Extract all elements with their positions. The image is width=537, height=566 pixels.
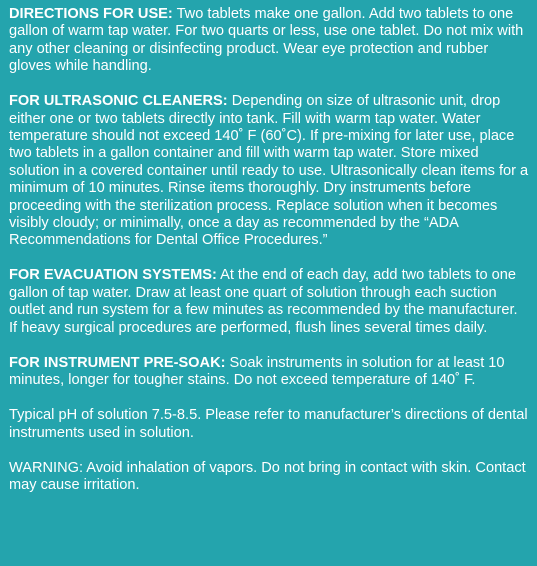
warning-note: WARNING: Avoid inhalation of vapors. Do not bring in contact with skin. Contact may cause irritation. [9, 459, 526, 493]
instrument-pre-soak-section [9, 355, 529, 390]
evacuation-systems-text: At the end of each day, add two tablets to one gallon of tap water. Draw at least one quart of solution through each suction outlet and run system for a few minutes as recommended by the manufacturer. If heavy surgical procedures are performed, flush lines several times daily. [9, 267, 518, 336]
instrument-pre-soak-text: Soak instruments in solution for at least 10 minutes, longer for tougher stains. Do not exceed temperature of 140˚ F. [9, 354, 505, 389]
evacuation-systems-heading: FOR EVACUATION SYSTEMS: [9, 267, 217, 284]
ultrasonic-cleaners-section [9, 93, 529, 250]
ultrasonic-cleaners-text: Depending on size of ultrasonic unit, drop either one or two tablets directly into tank. Fill with warm tap water. Water temperature should not exceed 140˚ F (60˚C). If pre-mixing for later use, place two tablets in a gallon container and fill with warm tap water. Store mixed solution in a covered container until ready to use. Ultrasonically clean items for a minimum of 10 minutes. Rinse items thoroughly. Dry instruments before proceeding with the sterilization process. Replace solution when it becomes visibly cloudy; or minimally, once a day as recommended by the “ADA Recommendations for Dental Office Procedures.” [9, 93, 529, 249]
directions-for-use-heading: DIRECTIONS FOR USE: [9, 6, 173, 22]
ultrasonic-cleaners-heading: FOR ULTRASONIC CLEANERS: [9, 93, 228, 110]
ph-note: Typical pH of solution 7.5-8.5. Please refer to manufacturer’s directions of dental instruments used in solution. [9, 407, 528, 441]
instrument-pre-soak-heading: FOR INSTRUMENT PRE-SOAK: [9, 354, 226, 371]
directions-for-use-text: Two tablets make one gallon. Add two tablets to one gallon of warm tap water. For two quarts or less, use one tablet. Do not mix with any other cleaning or disinfecting product. Wear eye protection and rubber gloves while handling. [9, 6, 524, 75]
evacuation-systems-section [9, 267, 529, 337]
directions-for-use-section [9, 6, 529, 76]
